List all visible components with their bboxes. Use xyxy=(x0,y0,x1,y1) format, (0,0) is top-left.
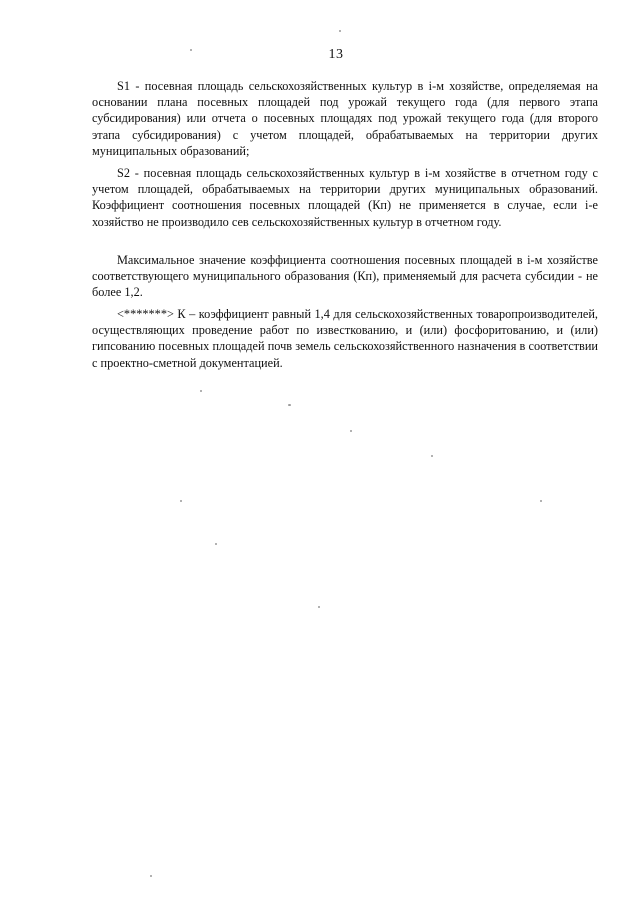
paragraph-s2-definition xyxy=(92,165,598,230)
scan-speck xyxy=(431,455,433,457)
paragraph-text: Максимальное значение коэффициента соотношения посевных площадей в i-м хозяйстве соответствующего муниципального образования (Кп), применяемый для расчета субсидии - не более 1,2. xyxy=(92,253,598,300)
paragraph-text: S2 - посевная площадь сельскохозяйственных культур в i-м хозяйстве в отчетном году с учетом площадей, обрабатываемых на территории других муниципальных образований. Коэффициент соотношения посевных площадей (Кп) не применяется в случае, если i-е хозяйство не производило сев сельскохозяйственных культур в отчетном году. xyxy=(92,166,598,229)
scan-speck xyxy=(215,543,217,545)
scan-speck xyxy=(288,404,291,406)
scan-speck xyxy=(190,49,192,51)
scan-speck xyxy=(318,606,320,608)
paragraph-max-coefficient xyxy=(92,252,598,301)
scan-speck xyxy=(350,430,352,432)
scan-speck xyxy=(180,500,182,502)
scan-speck xyxy=(200,390,202,392)
paragraph-s1-definition xyxy=(92,78,598,159)
paragraph-text: S1 - посевная площадь сельскохозяйственных культур в i-м хозяйстве, определяемая на основании плана посевных площадей под урожай текущего года (для первого этапа субсидирования) или отчета о посевных площадях под урожай текущего года (для второго этапа субсидирования) с учетом площадей, обрабатываемых на территории других муниципальных образований; xyxy=(92,79,598,158)
scan-speck xyxy=(540,500,542,502)
scan-speck xyxy=(150,875,152,877)
scan-speck xyxy=(339,30,341,32)
paragraph-text: <*******> К – коэффициент равный 1,4 для сельскохозяйственных товаропроизводителей, осуществляющих проведение работ по известкованию, и (или) фосфоритованию, и (или) гипсованию посевных площадей почв земель сельскохозяйственного назначения в соответствии с проектно-сметной документацией. xyxy=(92,307,598,370)
paragraph-k-coefficient-note xyxy=(92,306,598,371)
page-number: 13 xyxy=(328,47,344,62)
